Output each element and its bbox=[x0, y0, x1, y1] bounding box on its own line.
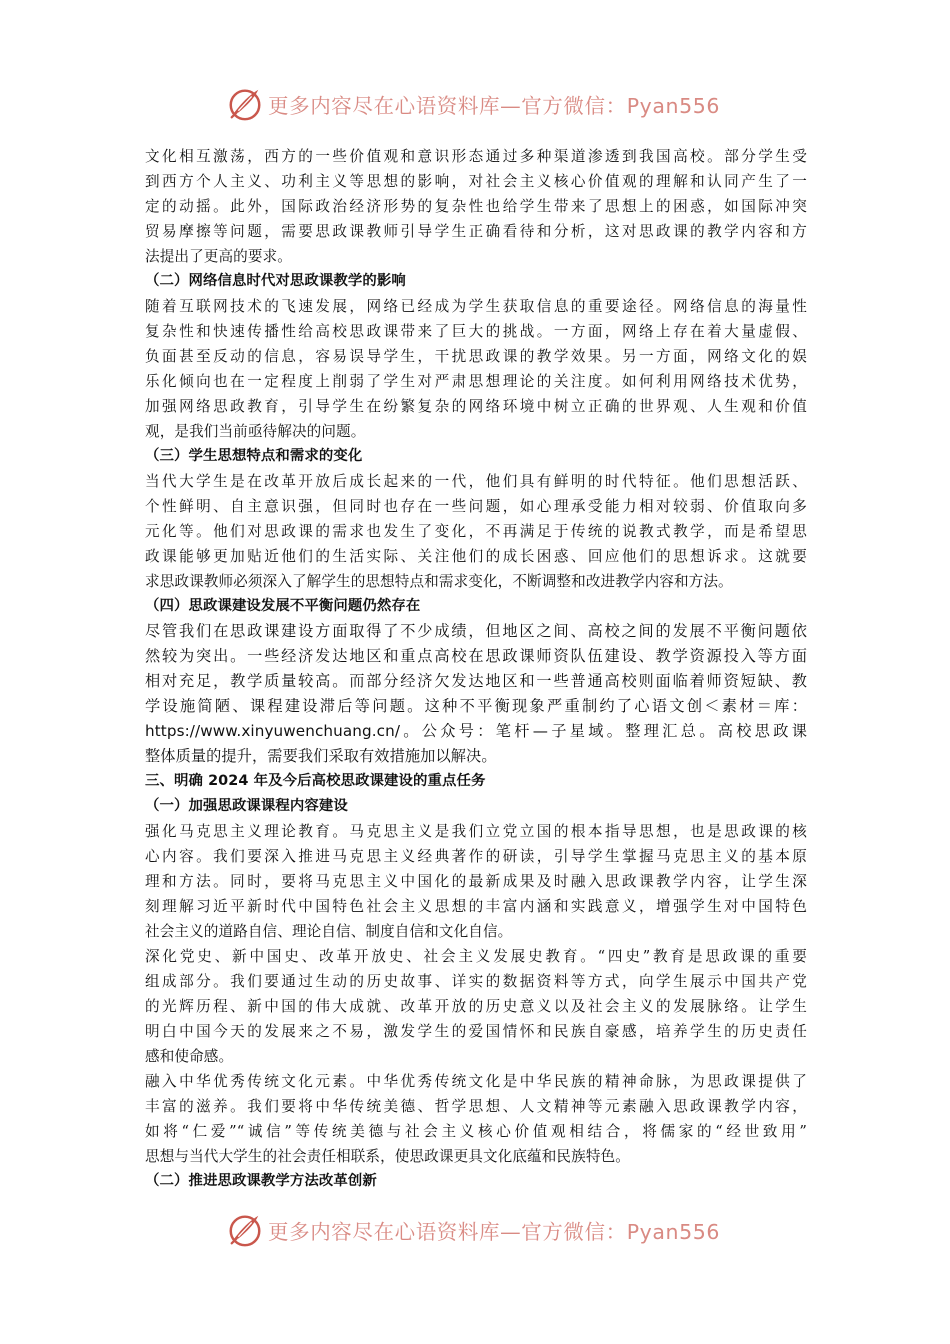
text-line: 然较为突出。一些经济发达地区和重点高校在思政课师资队伍建设、教学资源投入等方面 bbox=[145, 647, 807, 665]
paragraph bbox=[145, 144, 807, 269]
watermark-text: 更多内容尽在心语资料库—官方微信：Pyan556 bbox=[268, 1220, 721, 1244]
text-line: 定的动摇。此外，国际政治经济形势的复杂性也给学生带来了思想上的困惑，如国际冲突 bbox=[145, 198, 807, 215]
chapter-heading: 三、明确 2024 年及今后高校思政课建设的重点任务 bbox=[145, 773, 486, 789]
text-line: 融入中华优秀传统文化元素。中华优秀传统文化是中华民族的精神命脉，为思政课提供了 bbox=[145, 1073, 807, 1090]
text-line: 到西方个人主义、功利主义等思想的影响，对社会主义核心价值观的理解和认同产生了一 bbox=[145, 173, 807, 190]
paragraph bbox=[145, 619, 807, 769]
section-heading: （三）学生思想特点和需求的变化 bbox=[145, 448, 363, 464]
text-line: 思想与当代大学生的社会责任相联系，使思政课更具文化底蕴和民族特色。 bbox=[145, 1148, 630, 1165]
text-line: 强化马克思主义理论教育。马克思主义是我们立党立国的根本指导思想，也是思政课的核 bbox=[145, 823, 807, 840]
paragraph bbox=[145, 944, 807, 1069]
text-line: 理和方法。同时，要将马克思主义中国化的最新成果及时融入思政课教学内容，让学生深 bbox=[145, 873, 807, 890]
text-line: 组成部分。我们要通过生动的历史故事、详实的数据资料等方式，向学生展示中国共产党 bbox=[145, 973, 807, 990]
text-line: 求思政课教师必须深入了解学生的思想特点和需求变化，不断调整和改进教学内容和方法。 bbox=[145, 573, 733, 590]
text-line: 丰富的滋养。我们要将中华传统美德、哲学思想、人文精神等元素融入思政课教学内容， bbox=[145, 1098, 807, 1115]
text-line: 贸易摩擦等问题，需要思政课教师引导学生正确看待和分析，这对思政课的教学内容和方 bbox=[145, 223, 807, 240]
paragraph bbox=[145, 819, 807, 944]
text-line: 乐化倾向也在一定程度上削弱了学生对严肃思想理论的关注度。如何利用网络技术优势， bbox=[145, 373, 807, 390]
text-line: 刻理解习近平新时代中国特色社会主义思想的丰富内涵和实践意义，增强学生对中国特色 bbox=[145, 898, 807, 915]
text-line: 文化相互激荡，西方的一些价值观和意识形态通过多种渠道渗透到我国高校。部分学生受 bbox=[145, 148, 807, 165]
text-line: 加强网络思政教育，引导学生在纷繁复杂的网络环境中树立正确的世界观、人生观和价值 bbox=[145, 398, 807, 415]
text-line: 负面甚至反动的信息，容易误导学生，干扰思政课的教学效果。另一方面，网络文化的娱 bbox=[145, 348, 807, 365]
quill-pen-logo-icon bbox=[226, 85, 264, 123]
section-heading: （一）加强思政课课程内容建设 bbox=[145, 798, 348, 814]
text-line: 相对充足，教学质量较高。而部分经济欠发达地区和一些普通高校则面临着师资短缺、教 bbox=[145, 672, 807, 690]
text-line: 学设施简陋、课程建设滞后等问题。这种不平衡现象严重制约了心语文创＜素材＝库： bbox=[145, 697, 807, 715]
text-line: 尽管我们在思政课建设方面取得了不少成绩，但地区之间、高校之间的发展不平衡问题依 bbox=[145, 622, 807, 640]
footer-watermark bbox=[0, 1208, 950, 1252]
text-line: 感和使命感。 bbox=[145, 1048, 234, 1065]
section-heading: （四）思政课建设发展不平衡问题仍然存在 bbox=[145, 598, 421, 614]
quill-pen-logo-icon bbox=[226, 1211, 264, 1249]
header-watermark bbox=[0, 82, 950, 126]
text-line: 个性鲜明、自主意识强，但同时也存在一些问题，如心理承受能力相对较弱、价值取向多 bbox=[145, 498, 807, 515]
watermark-text: 更多内容尽在心语资料库—官方微信：Pyan556 bbox=[268, 94, 721, 118]
text-line: https://www.xinyuwenchuang.cn/。公众号：笔杆—子星域。整理汇总。高校思政课 bbox=[145, 722, 807, 740]
text-line: 政课能够更加贴近他们的生活实际、关注他们的成长困惑、回应他们的思想诉求。这就要 bbox=[145, 548, 807, 565]
text-line: 元化等。他们对思政课的需求也发生了变化，不再满足于传统的说教式教学，而是希望思 bbox=[145, 523, 807, 540]
text-line: 如将“仁爱”“诚信”等传统美德与社会主义核心价值观相结合，将儒家的“经世致用” bbox=[145, 1123, 807, 1140]
text-line: 心内容。我们要深入推进马克思主义经典著作的研读，引导学生掌握马克思主义的基本原 bbox=[145, 848, 807, 865]
paragraph bbox=[145, 1069, 807, 1169]
text-line: 观，是我们当前亟待解决的问题。 bbox=[145, 423, 366, 440]
paragraph bbox=[145, 294, 807, 444]
text-line: 深化党史、新中国史、改革开放史、社会主义发展史教育。“四史”教育是思政课的重要 bbox=[145, 948, 807, 965]
text-line: 社会主义的道路自信、理论自信、制度自信和文化自信。 bbox=[145, 923, 513, 940]
document-body bbox=[145, 144, 807, 1194]
paragraph bbox=[145, 469, 807, 594]
wechat-id: Pyan556 bbox=[626, 1220, 721, 1244]
wechat-id: Pyan556 bbox=[626, 94, 721, 118]
section-heading: （二）网络信息时代对思政课教学的影响 bbox=[145, 273, 406, 289]
text-line: 明白中国今天的发展来之不易，激发学生的爱国情怀和民族自豪感，培养学生的历史责任 bbox=[145, 1023, 807, 1040]
text-line: 整体质量的提升，需要我们采取有效措施加以解决。 bbox=[145, 747, 497, 765]
text-line: 的光辉历程、新中国的伟大成就、改革开放的历史意义以及社会主义的发展脉络。让学生 bbox=[145, 998, 807, 1015]
text-line: 当代大学生是在改革开放后成长起来的一代，他们具有鲜明的时代特征。他们思想活跃、 bbox=[145, 473, 807, 490]
text-line: 法提出了更高的要求。 bbox=[145, 248, 292, 265]
section-heading: （二）推进思政课教学方法改革创新 bbox=[145, 1173, 377, 1189]
text-line: 复杂性和快速传播性给高校思政课带来了巨大的挑战。一方面，网络上存在着大量虚假、 bbox=[145, 323, 807, 340]
text-line: 随着互联网技术的飞速发展，网络已经成为学生获取信息的重要途径。网络信息的海量性 bbox=[145, 298, 807, 315]
